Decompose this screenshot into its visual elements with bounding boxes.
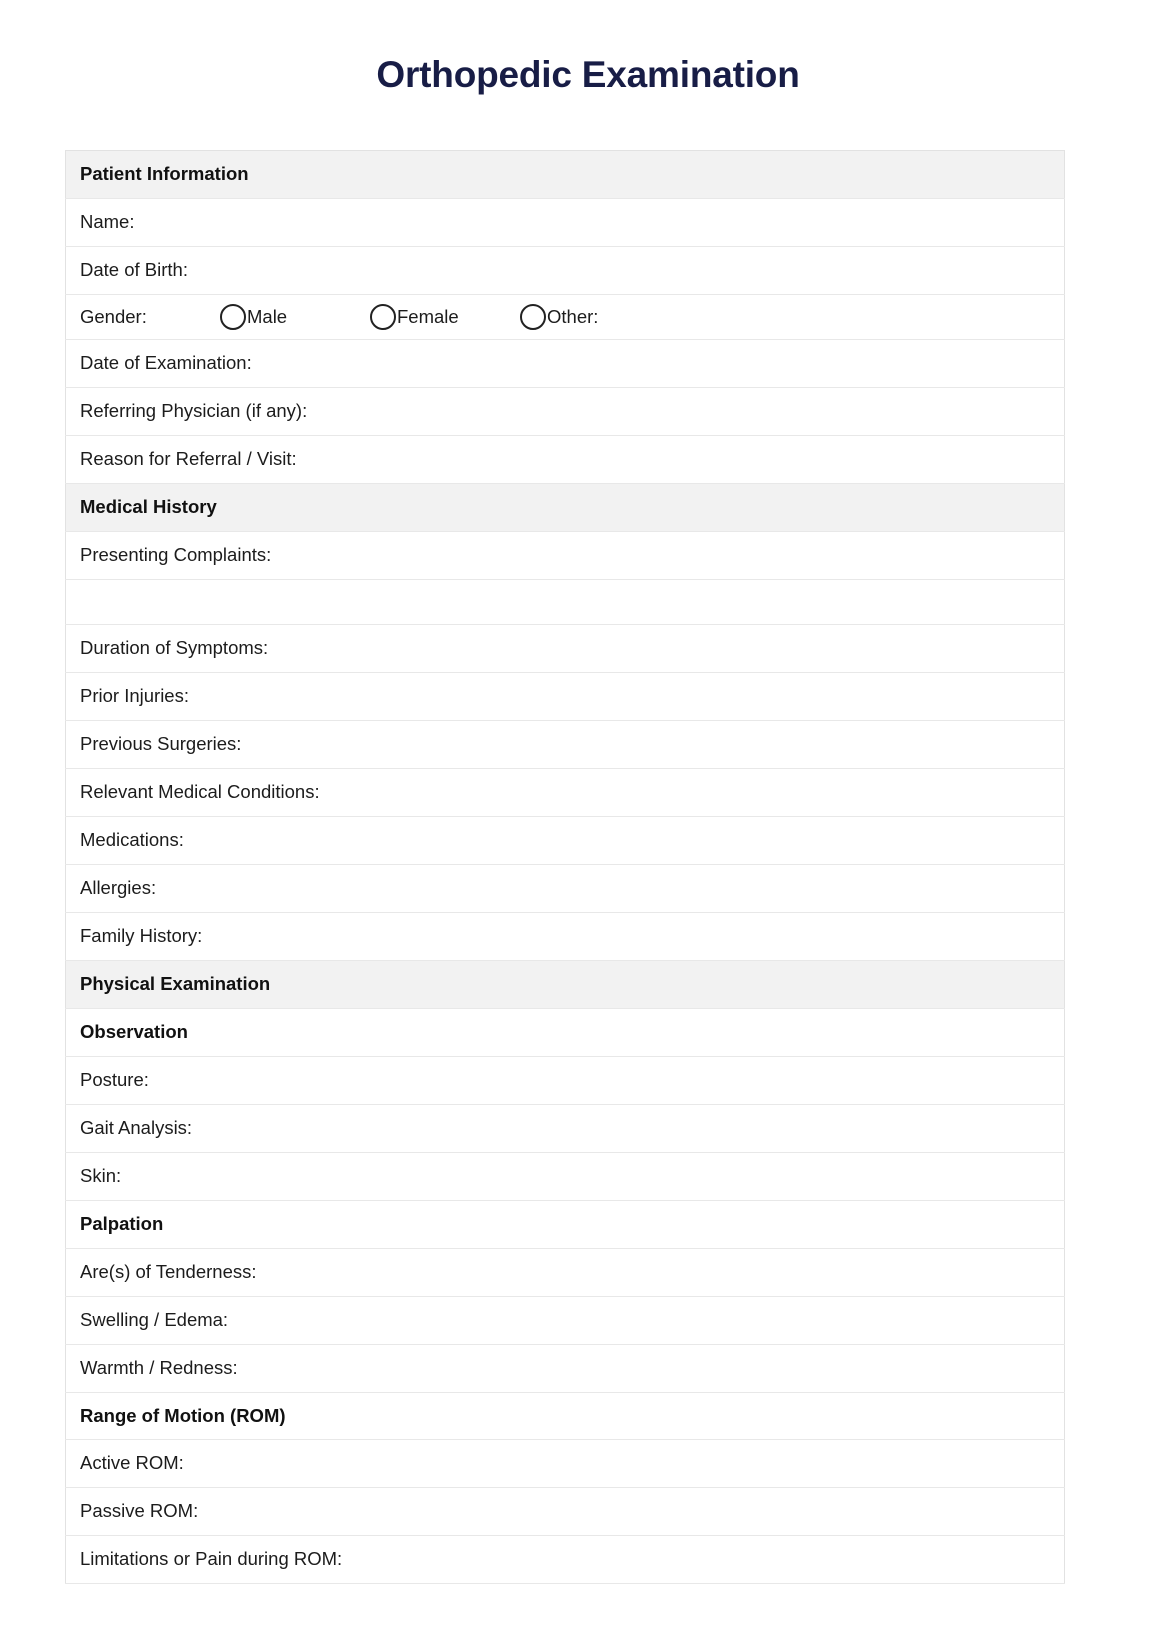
sub-header-palpation	[66, 1200, 1065, 1248]
form-row-reason-for-referral[interactable]	[66, 436, 1065, 484]
form-row-name[interactable]	[66, 199, 1065, 247]
field-label-date-of-birth[interactable]: Date of Birth:	[66, 247, 1065, 295]
sub-header-observation	[66, 1008, 1065, 1056]
field-label-reason-for-referral[interactable]: Reason for Referral / Visit:	[66, 436, 1065, 484]
gender-option-label: Other:	[547, 305, 599, 327]
field-label-previous-surgeries[interactable]: Previous Surgeries:	[66, 720, 1065, 768]
form-row-prior-injuries[interactable]	[66, 672, 1065, 720]
form-body	[66, 151, 1065, 1584]
form-row-skin[interactable]	[66, 1152, 1065, 1200]
field-label-duration-of-symptoms[interactable]: Duration of Symptoms:	[66, 625, 1065, 673]
field-label-allergies[interactable]: Allergies:	[66, 864, 1065, 912]
field-label-date-of-examination[interactable]: Date of Examination:	[66, 340, 1065, 388]
section-header-physical-examination	[66, 960, 1065, 1008]
radio-circle-icon[interactable]	[520, 304, 546, 330]
field-label-family-history[interactable]: Family History:	[66, 912, 1065, 960]
field-label-active-rom[interactable]: Active ROM:	[66, 1440, 1065, 1488]
orthopedic-examination-form	[65, 150, 1065, 1584]
blank-write-row-presenting-complaints-blank[interactable]	[66, 580, 1065, 625]
gender-option-label: Male	[247, 305, 288, 327]
form-row-medications[interactable]	[66, 816, 1065, 864]
page-title: Orthopedic Examination	[376, 54, 800, 95]
gender-option-other[interactable]	[520, 304, 670, 330]
form-row-allergies[interactable]	[66, 864, 1065, 912]
sub-header-label: Observation	[66, 1008, 1065, 1056]
field-label-areas-of-tenderness[interactable]: Are(s) of Tenderness:	[66, 1248, 1065, 1296]
form-row-date-of-birth[interactable]	[66, 247, 1065, 295]
sub-header-label: Palpation	[66, 1200, 1065, 1248]
form-row-duration-of-symptoms[interactable]	[66, 625, 1065, 673]
form-row-areas-of-tenderness[interactable]	[66, 1248, 1065, 1296]
field-label-relevant-medical-conditions[interactable]: Relevant Medical Conditions:	[66, 768, 1065, 816]
field-label-posture[interactable]: Posture:	[66, 1056, 1065, 1104]
form-row-previous-surgeries[interactable]	[66, 720, 1065, 768]
section-header-label: Medical History	[66, 484, 1065, 532]
gender-option-female[interactable]	[370, 304, 520, 330]
form-row-presenting-complaints[interactable]	[66, 532, 1065, 580]
field-label-prior-injuries[interactable]: Prior Injuries:	[66, 672, 1065, 720]
field-label-passive-rom[interactable]: Passive ROM:	[66, 1488, 1065, 1536]
blank-write-area[interactable]	[66, 580, 1065, 625]
gender-cell	[66, 295, 1065, 340]
radio-circle-icon[interactable]	[220, 304, 246, 330]
field-label-swelling-edema[interactable]: Swelling / Edema:	[66, 1296, 1065, 1344]
field-label-name[interactable]: Name:	[66, 199, 1065, 247]
form-row-referring-physician[interactable]	[66, 388, 1065, 436]
form-row-date-of-examination[interactable]	[66, 340, 1065, 388]
field-label-gait-analysis[interactable]: Gait Analysis:	[66, 1104, 1065, 1152]
field-label-medications[interactable]: Medications:	[66, 816, 1065, 864]
gender-option-male[interactable]	[220, 304, 370, 330]
form-row-family-history[interactable]	[66, 912, 1065, 960]
sub-header-label: Range of Motion (ROM)	[66, 1392, 1065, 1440]
gender-options-row	[80, 304, 1064, 330]
form-row-gait-analysis[interactable]	[66, 1104, 1065, 1152]
form-row-limitations-or-pain-during-rom[interactable]	[66, 1536, 1065, 1584]
radio-circle-icon[interactable]	[370, 304, 396, 330]
field-label-limitations-or-pain-during-rom[interactable]: Limitations or Pain during ROM:	[66, 1536, 1065, 1584]
gender-option-label: Female	[397, 305, 459, 327]
section-header-medical-history	[66, 484, 1065, 532]
form-row-gender	[66, 295, 1065, 340]
field-label-warmth-redness[interactable]: Warmth / Redness:	[66, 1344, 1065, 1392]
form-row-active-rom[interactable]	[66, 1440, 1065, 1488]
form-row-relevant-medical-conditions[interactable]	[66, 768, 1065, 816]
section-header-patient-information	[66, 151, 1065, 199]
section-header-label: Patient Information	[66, 151, 1065, 199]
field-label-gender: Gender:	[80, 305, 147, 327]
form-row-swelling-edema[interactable]	[66, 1296, 1065, 1344]
form-row-warmth-redness[interactable]	[66, 1344, 1065, 1392]
field-label-presenting-complaints[interactable]: Presenting Complaints:	[66, 532, 1065, 580]
form-row-passive-rom[interactable]	[66, 1488, 1065, 1536]
field-label-referring-physician[interactable]: Referring Physician (if any):	[66, 388, 1065, 436]
section-header-label: Physical Examination	[66, 960, 1065, 1008]
sub-header-range-of-motion	[66, 1392, 1065, 1440]
form-row-posture[interactable]	[66, 1056, 1065, 1104]
field-label-skin[interactable]: Skin:	[66, 1152, 1065, 1200]
